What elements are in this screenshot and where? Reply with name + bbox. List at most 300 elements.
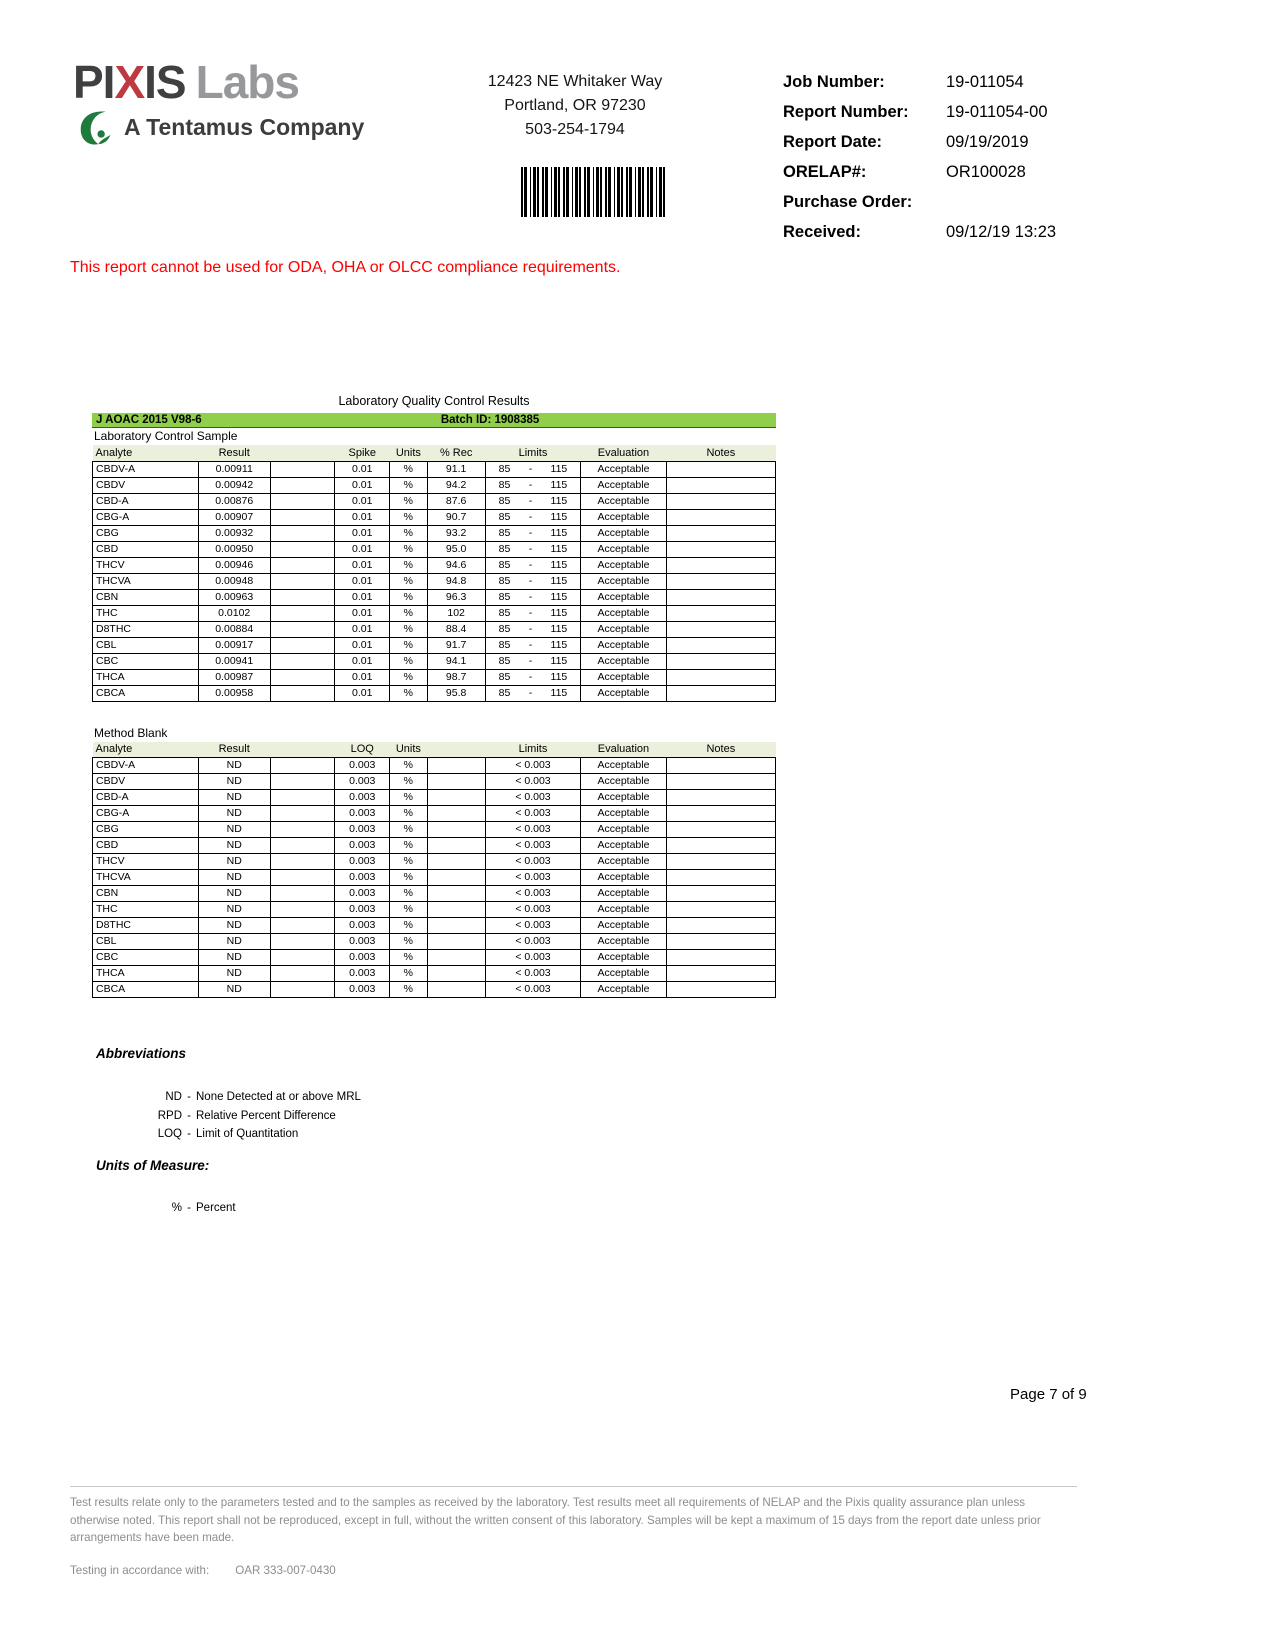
- limit-high: 115: [550, 574, 568, 587]
- mb-cell-limit: < 0.003: [485, 950, 581, 966]
- mb-cell-units: %: [390, 902, 428, 918]
- lcs-cell-limits: [485, 493, 581, 509]
- mb-cell-analyte: THCVA: [93, 870, 199, 886]
- job-info-value: 19-011054: [946, 73, 1024, 91]
- lcs-cell-spike: 0.01: [335, 605, 390, 621]
- mb-cell-limit: < 0.003: [485, 790, 581, 806]
- job-info-label: Report Number:: [783, 103, 909, 121]
- lcs-cell-spike: 0.01: [335, 589, 390, 605]
- lcs-cell-units: %: [390, 477, 428, 493]
- lcs-cell-limits: [485, 589, 581, 605]
- abbreviation-key: LOQ: [157, 1128, 182, 1140]
- lcs-cell-limits: [485, 509, 581, 525]
- limit-high: 115: [550, 494, 568, 507]
- lcs-cell-evaluation: Acceptable: [581, 669, 666, 685]
- lcs-cell-spike: 0.01: [335, 621, 390, 637]
- mb-table-row: [93, 838, 776, 854]
- mb-cell-notes: [666, 934, 775, 950]
- lcs-cell-units: %: [390, 541, 428, 557]
- lcs-cell-rec: 95.0: [427, 541, 485, 557]
- lcs-cell-result: 0.0102: [198, 605, 270, 621]
- limit-low: 85: [498, 686, 511, 699]
- lcs-cell-result: 0.00876: [198, 493, 270, 509]
- job-info-value: OR100028: [946, 163, 1026, 181]
- testing-accordance-label: Testing in accordance with:: [70, 1563, 210, 1577]
- lcs-cell-limits: [485, 669, 581, 685]
- lcs-cell-analyte: THC: [93, 605, 199, 621]
- mb-table-row: [93, 806, 776, 822]
- lcs-cell-spike: 0.01: [335, 653, 390, 669]
- limit-high: 115: [550, 462, 568, 475]
- lcs-cell-evaluation: Acceptable: [581, 461, 666, 477]
- mb-cell-analyte: CBDV: [93, 774, 199, 790]
- limit-high: 115: [550, 686, 568, 699]
- mb-cell-analyte: THC: [93, 902, 199, 918]
- job-info-value: [946, 192, 1056, 212]
- logo-text-labs: Labs: [195, 56, 299, 108]
- batch-id: Batch ID: 1908385: [440, 414, 540, 426]
- lcs-table-row: [93, 477, 776, 493]
- mb-cell-rec: [427, 806, 485, 822]
- lcs-cell-evaluation: Acceptable: [581, 605, 666, 621]
- lcs-cell-result: 0.00917: [198, 637, 270, 653]
- lcs-cell-units: %: [390, 461, 428, 477]
- lcs-cell-spike: 0.01: [335, 509, 390, 525]
- abbreviation-separator: -: [187, 1091, 191, 1103]
- unit-separator: -: [187, 1202, 191, 1214]
- lcs-cell-rec: 91.7: [427, 637, 485, 653]
- lab-logo: [73, 58, 364, 146]
- lcs-cell-analyte: CBDV: [93, 477, 199, 493]
- limit-dash: -: [528, 510, 533, 523]
- lcs-section-label: Laboratory Control Sample: [94, 429, 238, 443]
- limit-low: 85: [498, 558, 511, 571]
- job-info-label: Received:: [783, 223, 861, 241]
- mb-cell-loq: 0.003: [335, 806, 390, 822]
- mb-cell-notes: [666, 838, 775, 854]
- lcs-cell-analyte: CBN: [93, 589, 199, 605]
- abbreviations-section: [96, 1046, 361, 1144]
- mb-table-row: [93, 902, 776, 918]
- mb-cell-notes: [666, 774, 775, 790]
- lcs-cell-empty: [270, 525, 335, 541]
- mb-header-row: [93, 742, 776, 758]
- lcs-cell-limits: [485, 461, 581, 477]
- units-of-measure-list: [96, 1199, 236, 1218]
- lcs-cell-evaluation: Acceptable: [581, 685, 666, 701]
- lcs-cell-analyte: CBG: [93, 525, 199, 541]
- batch-header-bar: [92, 413, 776, 428]
- lcs-cell-empty: [270, 669, 335, 685]
- lcs-cell-rec: 98.7: [427, 669, 485, 685]
- limit-dash: -: [528, 494, 533, 507]
- abbreviation-meaning: None Detected at or above MRL: [196, 1091, 361, 1103]
- lcs-cell-units: %: [390, 685, 428, 701]
- mb-cell-analyte: CBG: [93, 822, 199, 838]
- lcs-header-evaluation: Evaluation: [581, 445, 666, 461]
- lcs-table-row: [93, 573, 776, 589]
- mb-table-row: [93, 774, 776, 790]
- job-info-label: Job Number:: [783, 73, 885, 91]
- mb-cell-limit: < 0.003: [485, 966, 581, 982]
- mb-cell-notes: [666, 822, 775, 838]
- method-blank-table: [92, 742, 776, 999]
- mb-table-row: [93, 822, 776, 838]
- lcs-table-row: [93, 461, 776, 477]
- mb-cell-units: %: [390, 950, 428, 966]
- mb-cell-result: ND: [198, 982, 270, 998]
- limit-high: 115: [550, 606, 568, 619]
- job-info-value: 09/19/2019: [946, 133, 1029, 151]
- abbreviations-title: Abbreviations: [96, 1046, 187, 1061]
- lcs-cell-empty: [270, 653, 335, 669]
- mb-cell-rec: [427, 870, 485, 886]
- abbreviation-separator: -: [187, 1109, 191, 1122]
- mb-cell-result: ND: [198, 774, 270, 790]
- limit-high: 115: [550, 638, 568, 651]
- mb-cell-notes: [666, 918, 775, 934]
- mb-cell-units: %: [390, 918, 428, 934]
- abbreviation-key: ND: [165, 1091, 182, 1103]
- lcs-cell-result: 0.00884: [198, 621, 270, 637]
- mb-cell-evaluation: Acceptable: [581, 886, 666, 902]
- address-line-1: 12423 NE Whitaker Way: [487, 73, 663, 90]
- mb-cell-analyte: CBG-A: [93, 806, 199, 822]
- job-info-row: [783, 222, 1056, 242]
- lcs-header-result: Result: [198, 445, 270, 461]
- mb-cell-empty: [270, 934, 335, 950]
- lcs-cell-analyte: CBC: [93, 653, 199, 669]
- mb-cell-loq: 0.003: [335, 886, 390, 902]
- mb-header-empty: [270, 742, 335, 758]
- lcs-cell-result: 0.00942: [198, 477, 270, 493]
- limit-high: 115: [550, 654, 568, 667]
- mb-cell-notes: [666, 806, 775, 822]
- lcs-header-empty: [270, 445, 335, 461]
- limit-dash: -: [528, 542, 533, 555]
- mb-cell-evaluation: Acceptable: [581, 838, 666, 854]
- mb-cell-result: ND: [198, 838, 270, 854]
- mb-cell-evaluation: Acceptable: [581, 774, 666, 790]
- lcs-header-analyte: Analyte: [93, 445, 199, 461]
- lcs-cell-units: %: [390, 589, 428, 605]
- logo-text-pi: PI: [73, 56, 115, 108]
- mb-cell-units: %: [390, 838, 428, 854]
- mb-cell-result: ND: [198, 870, 270, 886]
- lcs-cell-result: 0.00963: [198, 589, 270, 605]
- lcs-header-limits: Limits: [485, 445, 581, 461]
- mb-cell-rec: [427, 934, 485, 950]
- lcs-cell-evaluation: Acceptable: [581, 621, 666, 637]
- mb-header-rec-empty: [427, 742, 485, 758]
- mb-cell-rec: [427, 982, 485, 998]
- mb-cell-loq: 0.003: [335, 774, 390, 790]
- lcs-cell-spike: 0.01: [335, 637, 390, 653]
- barcode-image: [521, 167, 666, 217]
- limit-high: 115: [550, 478, 568, 491]
- mb-cell-evaluation: Acceptable: [581, 950, 666, 966]
- lcs-cell-spike: 0.01: [335, 669, 390, 685]
- limit-low: 85: [498, 542, 511, 555]
- mb-cell-rec: [427, 790, 485, 806]
- mb-cell-notes: [666, 982, 775, 998]
- leaf-icon: [78, 109, 115, 146]
- mb-cell-result: ND: [198, 758, 270, 774]
- address-line-2: Portland, OR 97230: [504, 97, 646, 114]
- mb-header-loq: LOQ: [335, 742, 390, 758]
- mb-cell-analyte: D8THC: [93, 918, 199, 934]
- lcs-cell-notes: [666, 637, 775, 653]
- limit-dash: -: [528, 670, 533, 683]
- mb-cell-units: %: [390, 806, 428, 822]
- lcs-cell-rec: 88.4: [427, 621, 485, 637]
- lcs-cell-rec: 94.6: [427, 557, 485, 573]
- lcs-header-row: [93, 445, 776, 461]
- mb-cell-evaluation: Acceptable: [581, 822, 666, 838]
- lcs-cell-notes: [666, 509, 775, 525]
- limit-low: 85: [498, 638, 511, 651]
- lcs-cell-result: 0.00932: [198, 525, 270, 541]
- job-info-panel: [783, 72, 1056, 252]
- job-info-value: 09/12/19 13:23: [946, 223, 1057, 241]
- lcs-header-rec: % Rec: [427, 445, 485, 461]
- mb-cell-evaluation: Acceptable: [581, 966, 666, 982]
- limit-high: 115: [550, 590, 568, 603]
- abbreviation-item: [96, 1107, 361, 1126]
- limit-high: 115: [550, 670, 568, 683]
- lcs-cell-limits: [485, 525, 581, 541]
- mb-cell-empty: [270, 758, 335, 774]
- lcs-header-units: Units: [390, 445, 428, 461]
- lcs-cell-evaluation: Acceptable: [581, 509, 666, 525]
- mb-cell-result: ND: [198, 934, 270, 950]
- lcs-table-row: [93, 653, 776, 669]
- lcs-cell-spike: 0.01: [335, 557, 390, 573]
- mb-cell-loq: 0.003: [335, 902, 390, 918]
- lcs-cell-empty: [270, 605, 335, 621]
- lcs-cell-limits: [485, 541, 581, 557]
- mb-table-row: [93, 790, 776, 806]
- mb-table-row: [93, 950, 776, 966]
- job-info-label: Report Date:: [783, 133, 883, 151]
- mb-cell-notes: [666, 886, 775, 902]
- lcs-cell-rec: 94.8: [427, 573, 485, 589]
- lcs-cell-units: %: [390, 557, 428, 573]
- lcs-cell-units: %: [390, 653, 428, 669]
- lcs-table-row: [93, 605, 776, 621]
- lcs-cell-analyte: CBG-A: [93, 509, 199, 525]
- mb-cell-units: %: [390, 790, 428, 806]
- mb-table-row: [93, 982, 776, 998]
- logo-tagline: A Tentamus Company: [124, 114, 365, 140]
- mb-cell-analyte: CBCA: [93, 982, 199, 998]
- mb-cell-rec: [427, 950, 485, 966]
- mb-cell-limit: < 0.003: [485, 854, 581, 870]
- abbreviation-separator: -: [187, 1128, 191, 1140]
- mb-cell-limit: < 0.003: [485, 822, 581, 838]
- mb-cell-limit: < 0.003: [485, 806, 581, 822]
- lcs-table-row: [93, 669, 776, 685]
- mb-cell-units: %: [390, 774, 428, 790]
- limit-low: 85: [498, 670, 511, 683]
- mb-cell-analyte: CBD: [93, 838, 199, 854]
- mb-cell-notes: [666, 950, 775, 966]
- limit-low: 85: [498, 574, 511, 587]
- mb-table-row: [93, 886, 776, 902]
- units-of-measure-title: Units of Measure:: [96, 1158, 210, 1173]
- lcs-cell-result: 0.00907: [198, 509, 270, 525]
- lcs-cell-analyte: CBCA: [93, 685, 199, 701]
- mb-cell-empty: [270, 774, 335, 790]
- mb-cell-rec: [427, 886, 485, 902]
- lcs-cell-result: 0.00946: [198, 557, 270, 573]
- mb-cell-loq: 0.003: [335, 758, 390, 774]
- lcs-cell-rec: 94.2: [427, 477, 485, 493]
- lcs-cell-limits: [485, 477, 581, 493]
- mb-cell-rec: [427, 774, 485, 790]
- lcs-header-spike: Spike: [335, 445, 390, 461]
- limit-dash: -: [528, 526, 533, 539]
- lcs-cell-notes: [666, 541, 775, 557]
- lcs-cell-evaluation: Acceptable: [581, 525, 666, 541]
- mb-table-row: [93, 854, 776, 870]
- job-info-row: [783, 192, 1056, 212]
- lcs-cell-evaluation: Acceptable: [581, 589, 666, 605]
- mb-cell-rec: [427, 854, 485, 870]
- lcs-cell-analyte: D8THC: [93, 621, 199, 637]
- footer: [70, 1486, 1077, 1579]
- lcs-cell-spike: 0.01: [335, 477, 390, 493]
- lcs-cell-notes: [666, 589, 775, 605]
- lcs-cell-units: %: [390, 493, 428, 509]
- mb-cell-empty: [270, 982, 335, 998]
- testing-accordance-value: OAR 333-007-0430: [235, 1563, 336, 1577]
- unit-item: [96, 1199, 236, 1218]
- lcs-cell-analyte: CBD-A: [93, 493, 199, 509]
- lcs-cell-analyte: CBDV-A: [93, 461, 199, 477]
- lcs-table-row: [93, 493, 776, 509]
- lcs-cell-notes: [666, 477, 775, 493]
- lcs-cell-empty: [270, 541, 335, 557]
- mb-cell-empty: [270, 790, 335, 806]
- limit-high: 115: [550, 558, 568, 571]
- lcs-cell-evaluation: Acceptable: [581, 477, 666, 493]
- mb-cell-analyte: CBDV-A: [93, 758, 199, 774]
- mb-header-units: Units: [390, 742, 428, 758]
- compliance-warning: This report cannot be used for ODA, OHA or OLCC compliance requirements.: [70, 259, 621, 276]
- mb-cell-empty: [270, 870, 335, 886]
- mb-cell-rec: [427, 902, 485, 918]
- job-info-row: [783, 72, 1056, 92]
- lcs-cell-notes: [666, 605, 775, 621]
- lcs-cell-spike: 0.01: [335, 493, 390, 509]
- mb-cell-empty: [270, 806, 335, 822]
- lcs-cell-rec: 93.2: [427, 525, 485, 541]
- mb-cell-limit: < 0.003: [485, 982, 581, 998]
- mb-cell-units: %: [390, 886, 428, 902]
- lcs-table-row: [93, 685, 776, 701]
- mb-header-notes: Notes: [666, 742, 775, 758]
- lcs-cell-units: %: [390, 669, 428, 685]
- job-info-label: ORELAP#:: [783, 163, 867, 181]
- logo-text-is: IS: [144, 56, 186, 108]
- lcs-cell-spike: 0.01: [335, 461, 390, 477]
- mb-cell-units: %: [390, 870, 428, 886]
- lcs-cell-limits: [485, 605, 581, 621]
- lcs-cell-notes: [666, 685, 775, 701]
- mb-cell-rec: [427, 918, 485, 934]
- lcs-cell-notes: [666, 621, 775, 637]
- lcs-table-row: [93, 589, 776, 605]
- mb-cell-units: %: [390, 854, 428, 870]
- mb-cell-limit: < 0.003: [485, 934, 581, 950]
- limit-low: 85: [498, 478, 511, 491]
- lcs-cell-empty: [270, 557, 335, 573]
- mb-cell-evaluation: Acceptable: [581, 854, 666, 870]
- mb-cell-evaluation: Acceptable: [581, 790, 666, 806]
- lcs-cell-evaluation: Acceptable: [581, 493, 666, 509]
- limit-low: 85: [498, 622, 511, 635]
- mb-cell-analyte: CBC: [93, 950, 199, 966]
- mb-table-row: [93, 918, 776, 934]
- mb-cell-rec: [427, 758, 485, 774]
- mb-cell-notes: [666, 790, 775, 806]
- mb-cell-loq: 0.003: [335, 790, 390, 806]
- lcs-cell-limits: [485, 557, 581, 573]
- limit-dash: -: [528, 558, 533, 571]
- mb-header-analyte: Analyte: [93, 742, 199, 758]
- mb-cell-empty: [270, 918, 335, 934]
- mb-table-row: [93, 870, 776, 886]
- mb-cell-empty: [270, 822, 335, 838]
- address-line-3: 503-254-1794: [525, 121, 625, 138]
- lcs-cell-empty: [270, 573, 335, 589]
- lcs-cell-rec: 96.3: [427, 589, 485, 605]
- mb-table-row: [93, 758, 776, 774]
- lcs-cell-analyte: THCVA: [93, 573, 199, 589]
- mb-cell-evaluation: Acceptable: [581, 918, 666, 934]
- limit-high: 115: [550, 526, 568, 539]
- logo-tagline-row: [78, 109, 364, 146]
- lcs-cell-result: 0.00911: [198, 461, 270, 477]
- limit-dash: -: [528, 462, 533, 475]
- page-number: Page 7 of 9: [1010, 1386, 1087, 1403]
- lcs-cell-analyte: CBL: [93, 637, 199, 653]
- footer-disclaimer: Test results relate only to the parameters tested and to the samples as received by the laboratory. Test results meet all requirements of NELAP and the Pixis quality assurance plan unless otherwise noted. This report shall not be reproduced, except in full, without the written consent of this laboratory. Samples will be kept a maximum of 15 days from the report date unless prior arrangements have been made.: [70, 1496, 1041, 1544]
- job-info-row: [783, 162, 1056, 182]
- limit-dash: -: [528, 574, 533, 587]
- lcs-cell-limits: [485, 637, 581, 653]
- mb-cell-evaluation: Acceptable: [581, 806, 666, 822]
- lcs-cell-units: %: [390, 621, 428, 637]
- limit-dash: -: [528, 478, 533, 491]
- lcs-cell-spike: 0.01: [335, 525, 390, 541]
- abbreviation-item: [96, 1125, 361, 1144]
- lcs-cell-evaluation: Acceptable: [581, 637, 666, 653]
- limit-high: 115: [550, 622, 568, 635]
- lcs-cell-rec: 94.1: [427, 653, 485, 669]
- lcs-cell-empty: [270, 461, 335, 477]
- mb-cell-notes: [666, 902, 775, 918]
- lcs-cell-units: %: [390, 525, 428, 541]
- limit-low: 85: [498, 654, 511, 667]
- lcs-cell-notes: [666, 557, 775, 573]
- mb-cell-result: ND: [198, 886, 270, 902]
- lcs-cell-limits: [485, 573, 581, 589]
- lcs-cell-rec: 102: [427, 605, 485, 621]
- unit-key: %: [171, 1202, 182, 1214]
- lcs-cell-limits: [485, 653, 581, 669]
